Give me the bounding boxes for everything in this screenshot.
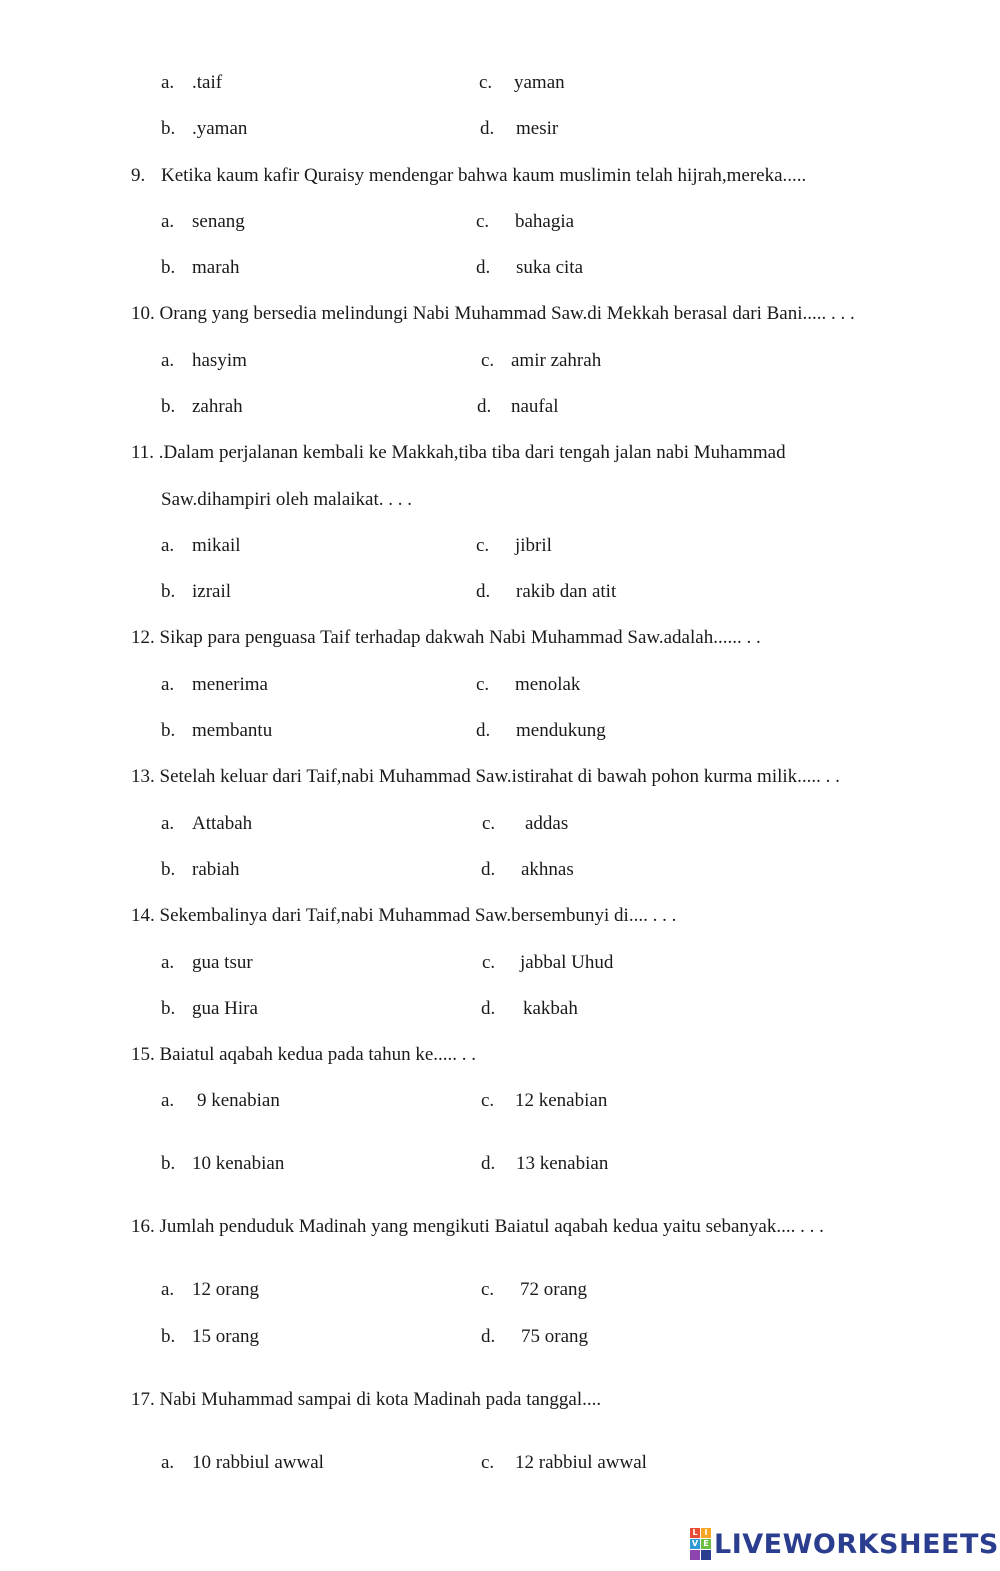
text-line: Attabah xyxy=(192,813,253,834)
text-line: 9 kenabian xyxy=(197,1090,280,1111)
text-line: izrail xyxy=(192,581,232,602)
text-line: c. xyxy=(481,350,495,371)
text-line: c. xyxy=(481,1279,495,1300)
text-line: 14. Sekembalinya dari Taif,nabi Muhammad Saw.bersembunyi di.... . . . xyxy=(131,905,677,926)
text-line: b. xyxy=(161,720,176,741)
text-line: d. xyxy=(480,118,495,139)
text-line: gua tsur xyxy=(192,952,253,973)
text-line: d. xyxy=(481,1326,496,1347)
text-line: akhnas xyxy=(521,859,574,880)
text-line: .taif xyxy=(192,72,223,93)
text-line: mesir xyxy=(516,118,559,139)
logo-mark-cell: L xyxy=(690,1528,700,1538)
text-line: d. xyxy=(476,257,491,278)
text-line: mendukung xyxy=(516,720,606,741)
text-line: b. xyxy=(161,1153,176,1174)
logo-mark-cell: V xyxy=(691,1539,699,1548)
text-line: kakbah xyxy=(523,998,578,1019)
text-line: hasyim xyxy=(192,350,247,371)
text-line: a. xyxy=(161,211,175,232)
text-line: a. xyxy=(161,535,175,556)
text-line: 12 kenabian xyxy=(515,1090,608,1111)
text-line: gua Hira xyxy=(192,998,258,1019)
text-line: d. xyxy=(476,720,491,741)
text-line: menolak xyxy=(515,674,581,695)
text-line: b. xyxy=(161,257,176,278)
text-line: 17. Nabi Muhammad sampai di kota Madinah pada tanggal.... xyxy=(131,1389,602,1410)
text-line: jibril xyxy=(515,535,552,556)
text-line: b. xyxy=(161,859,176,880)
text-line: 12 orang xyxy=(192,1279,260,1300)
text-line: 9. xyxy=(131,165,146,186)
text-line: d. xyxy=(476,581,491,602)
text-line: 72 orang xyxy=(520,1279,588,1300)
text-line: d. xyxy=(481,859,496,880)
text-line: 12 rabbiul awwal xyxy=(515,1452,647,1473)
text-line: 10. Orang yang bersedia melindungi Nabi Muhammad Saw.di Mekkah berasal dari Bani..... . . . xyxy=(131,303,855,324)
text-line: 10 kenabian xyxy=(192,1153,285,1174)
text-line: senang xyxy=(192,211,245,232)
text-line: yaman xyxy=(514,72,565,93)
text-line: b. xyxy=(161,396,176,417)
text-line: 16. Jumlah penduduk Madinah yang mengikuti Baiatul aqabah kedua yaitu sebanyak.... . . . xyxy=(131,1216,824,1237)
text-line: c. xyxy=(482,952,496,973)
text-line: 13. Setelah keluar dari Taif,nabi Muhammad Saw.istirahat di bawah pohon kurma milik..... . . xyxy=(131,766,840,787)
text-line: membantu xyxy=(192,720,273,741)
text-line: c. xyxy=(476,535,490,556)
liveworksheets-mark-icon xyxy=(690,1528,711,1560)
text-line: 12. Sikap para penguasa Taif terhadap dakwah Nabi Muhammad Saw.adalah...... . . xyxy=(131,627,761,648)
text-line: a. xyxy=(161,350,175,371)
text-line: 15. Baiatul aqabah kedua pada tahun ke..... . . xyxy=(131,1044,477,1065)
text-line: d. xyxy=(477,396,492,417)
text-line: Saw.dihampiri oleh malaikat. . . . xyxy=(161,489,412,510)
text-line: 15 orang xyxy=(192,1326,260,1347)
text-line: menerima xyxy=(192,674,268,695)
text-line: b. xyxy=(161,998,176,1019)
text-line: b. xyxy=(161,118,176,139)
text-line: c. xyxy=(482,813,496,834)
text-line: c. xyxy=(476,211,490,232)
text-line: rakib dan atit xyxy=(516,581,617,602)
text-line: .yaman xyxy=(192,118,248,139)
text-line: addas xyxy=(525,813,569,834)
text-line: Ketika kaum kafir Quraisy mendengar bahwa kaum muslimin telah hijrah,mereka..... xyxy=(161,165,807,186)
text-line: suka cita xyxy=(516,257,584,278)
text-line: c. xyxy=(481,1090,495,1111)
text-line: a. xyxy=(161,813,175,834)
text-line: a. xyxy=(161,674,175,695)
text-line: c. xyxy=(476,674,490,695)
text-line: a. xyxy=(161,1090,175,1111)
text-line: 10 rabbiul awwal xyxy=(192,1452,324,1473)
liveworksheets-logo xyxy=(690,1527,999,1561)
text-line: c. xyxy=(479,72,493,93)
text-line: c. xyxy=(481,1452,495,1473)
logo-mark-cell xyxy=(701,1550,711,1560)
text-line: zahrah xyxy=(192,396,243,417)
text-line: marah xyxy=(192,257,240,278)
text-line: jabbal Uhud xyxy=(520,952,614,973)
text-line: a. xyxy=(161,72,175,93)
text-line: b. xyxy=(161,581,176,602)
text-line: 13 kenabian xyxy=(516,1153,609,1174)
text-line: a. xyxy=(161,1279,175,1300)
text-line: a. xyxy=(161,952,175,973)
text-line: 75 orang xyxy=(521,1326,589,1347)
text-line: 11. .Dalam perjalanan kembali ke Makkah,tiba tiba dari tengah jalan nabi Muhammad xyxy=(131,442,786,463)
logo-text: LIVEWORKSHEETS xyxy=(714,1528,999,1560)
text-line: bahagia xyxy=(515,211,575,232)
text-line: a. xyxy=(161,1452,175,1473)
text-line: b. xyxy=(161,1326,176,1347)
logo-mark-cell xyxy=(690,1550,700,1560)
text-line: d. xyxy=(481,998,496,1019)
text-line: rabiah xyxy=(192,859,240,880)
logo-mark-cell: E xyxy=(701,1539,711,1549)
text-line: mikail xyxy=(192,535,241,556)
text-line: naufal xyxy=(511,396,559,417)
logo-mark-cell: I xyxy=(701,1528,711,1538)
text-line: d. xyxy=(481,1153,496,1174)
text-line: amir zahrah xyxy=(511,350,602,371)
